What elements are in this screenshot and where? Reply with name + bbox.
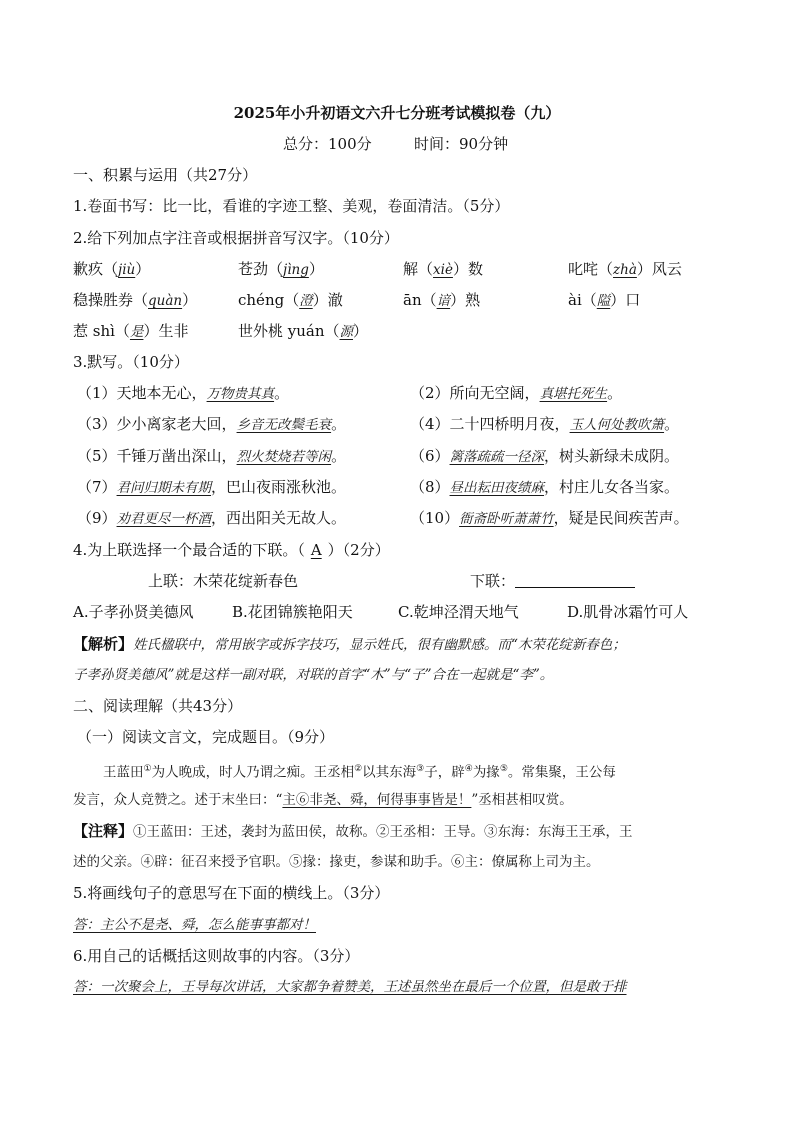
q4-blank — [515, 571, 635, 588]
q2-item: 歉疚（jiù） — [73, 260, 151, 278]
q2-text: 2.给下列加点字注音或根据拼音写汉字。（10分） — [73, 229, 399, 247]
q4-option-a: A.子孝孙贤美德风 — [73, 603, 194, 621]
q3-item: （10）衙斋卧听萧萧竹，疑是民间疾苦声。 — [410, 509, 689, 527]
page-title: 2025年小升初语文六升七分班考试模拟卷（九） — [233, 104, 561, 122]
q5-answer: 答：主公不是尧、舜，怎么能事事都对！ — [73, 917, 316, 933]
q4-analysis-line2: 子孝孙贤美德风”就是这样一副对联，对联的首字“木”与“子”合在一起就是“李”。 — [73, 667, 554, 683]
q3-item: （6）篱落疏疏一径深，树头新绿未成阴。 — [410, 447, 680, 465]
q6-text: 6.用自己的话概括这则故事的内容。（3分） — [73, 947, 360, 965]
q5-text: 5.将画线句子的意思写在下面的横线上。（3分） — [73, 884, 390, 902]
q2-item: 苍劲（jìng） — [238, 260, 324, 278]
reading-part1-heading: （一）阅读文言文，完成题目。（9分） — [77, 728, 335, 746]
q3-text: 3.默写。（10分） — [73, 353, 189, 371]
q3-item: （2）所向无空阔，真堪托死生。 — [410, 384, 623, 402]
passage-line1: 王蓝田①为人晚成，时人乃谓之痴。王丞相②以其东海③子，辟④为掾⑤。常集聚，王公每 — [103, 764, 616, 781]
underlined-sentence: 主⑥非尧、舜，何得事事皆是！ — [282, 792, 472, 808]
q2-item: 世外桃 yuán（源） — [238, 322, 369, 340]
q4-text: 4.为上联选择一个最合适的下联。（ A ）（2分） — [73, 541, 390, 559]
q2-item: 解（xiè）数 — [403, 260, 483, 278]
q6-answer: 答：一次聚会上，王导每次讲话，大家都争着赞美，王述虽然坐在最后一个位置，但是敢于排 — [73, 979, 627, 995]
section1-heading: 一、积累与运用（共27分） — [73, 166, 258, 184]
q2-item: 叱咤（zhà）风云 — [568, 260, 682, 278]
q3-item: （7）君问归期未有期，巴山夜雨涨秋池。 — [77, 478, 347, 496]
q4-lower-couplet: 下联： — [470, 571, 635, 591]
q3-item: （3）少小离家老大回，乡音无改鬓毛衰。 — [77, 415, 347, 433]
q4-option-c: C.乾坤泾渭天地气 — [398, 603, 519, 621]
passage-line2: 发言，众人竞赞之。述于末坐曰：“主⑥非尧、舜，何得事事皆是！”丞相甚相叹赏。 — [73, 792, 573, 808]
q1-text: 1.卷面书写：比一比，看谁的字迹工整、美观，卷面清洁。（5分） — [73, 197, 510, 215]
q4-answer: A — [310, 541, 322, 559]
total-score: 总分：100分 — [283, 135, 372, 153]
notes-line2: 述的父亲。④辟：征召来授予官职。⑤掾：掾吏，参谋和助手。⑥主：僚属称上司为主。 — [73, 854, 600, 870]
q2-item: ài（隘）口 — [568, 291, 641, 309]
exam-time: 时间：90分钟 — [414, 135, 509, 153]
q3-item: （9）劝君更尽一杯酒，西出阳关无故人。 — [77, 509, 347, 527]
q2-item: ān（谙）熟 — [403, 291, 481, 309]
q2-item: 惹 shì（是）生非 — [73, 322, 189, 340]
q2-item: 稳操胜券（quàn） — [73, 291, 198, 309]
q3-item: （1）天地本无心，万物贵其真。 — [77, 384, 290, 402]
q4-analysis-line1: 【解析】姓氏楹联中，常用嵌字或拆字技巧，显示姓氏，很有幽默感。而“木荣花绽新春色； — [73, 635, 626, 653]
notes-line1: 【注释】①王蓝田：王述，袭封为蓝田侯，故称。②王丞相：王导。③东海：东海王王承，王 — [73, 822, 633, 840]
section2-heading: 二、阅读理解（共43分） — [73, 697, 243, 715]
q4-option-b: B.花团锦簇艳阳天 — [232, 603, 353, 621]
q3-item: （4）二十四桥明月夜，玉人何处教吹箫。 — [410, 415, 680, 433]
q3-item: （5）千锤万凿出深山，烈火焚烧若等闲。 — [77, 447, 347, 465]
q2-item: chéng（澄）澈 — [238, 291, 343, 309]
q4-upper-couplet: 上联：木荣花绽新春色 — [148, 572, 299, 590]
q3-item: （8）昼出耘田夜绩麻，村庄儿女各当家。 — [410, 478, 680, 496]
q4-option-d: D.肌骨冰霜竹可人 — [567, 603, 689, 621]
